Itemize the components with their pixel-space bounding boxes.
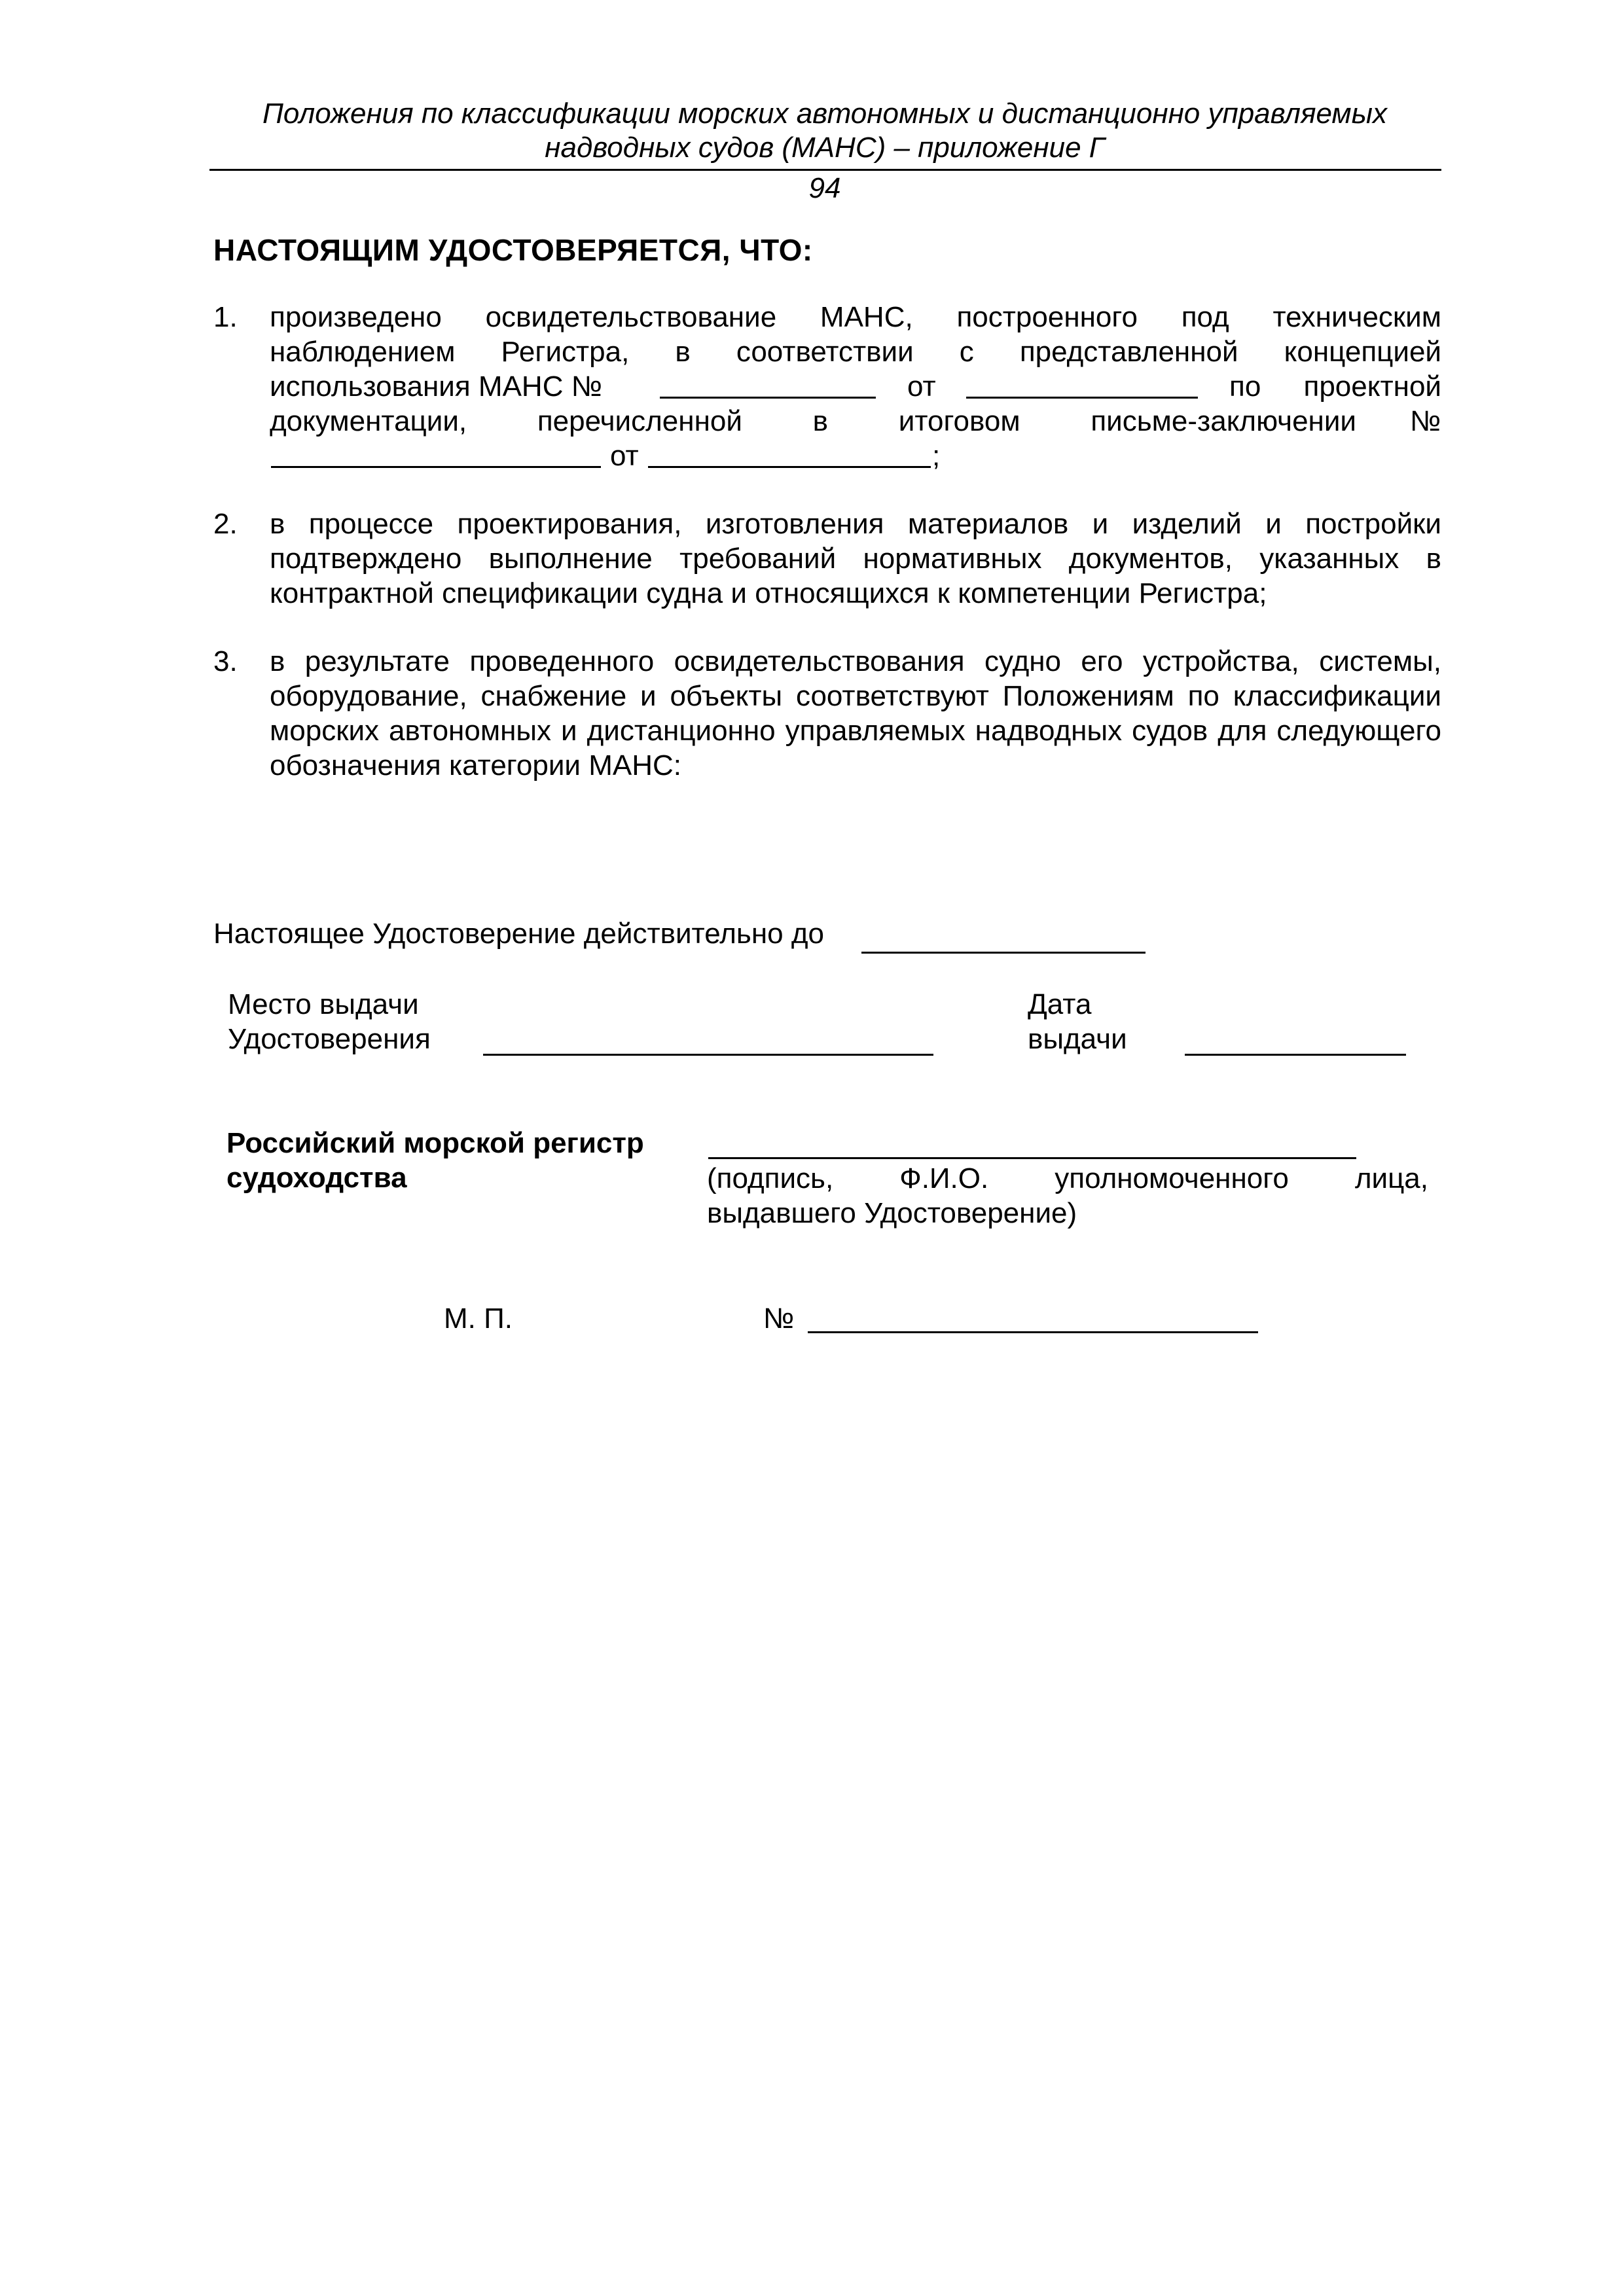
date-label (1028, 987, 1127, 1056)
item-3-text: в результате проведенного освидетельствования судно его устройства, системы, оборудование, снабжение и объекты соответствуют Положениям по классификации морских автономных и дистанционно управляемых надводных судов для следующего обозначения категории МАНС: (270, 645, 1441, 781)
item-1-semicolon: ; (932, 440, 941, 472)
concept-date-field[interactable] (966, 369, 1198, 399)
place-label-line-2: Удостоверения (228, 1023, 431, 1055)
conclusion-letter-number-field[interactable] (271, 439, 601, 468)
certificate-heading: НАСТОЯЩИМ УДОСТОВЕРЯЕТСЯ, ЧТО: (213, 233, 813, 267)
header-rule (209, 169, 1441, 171)
item-2-text: в процессе проектирования, изготовления материалов и изделий и постройки подтверждено выполнение требований нормативных документов, указанных в контрактной спецификации судна и относящихся к компетенции Регистра; (270, 508, 1441, 609)
item-1-design-label: по проектной (1229, 370, 1441, 403)
certificate-number-sign: № (763, 1302, 795, 1335)
validity-date-field[interactable] (861, 952, 1146, 954)
signature-field[interactable] (708, 1157, 1356, 1159)
organization-line-1: Российский морской регистр (226, 1127, 644, 1159)
place-label (228, 987, 431, 1056)
item-1-usage-label: использования МАНС № (270, 370, 602, 403)
item-3-number: 3. (213, 645, 238, 677)
item-1-number-sign: № (1410, 405, 1441, 437)
item-1 (270, 300, 1441, 473)
concept-number-field[interactable] (660, 369, 876, 399)
item-1-line-4 (270, 404, 1441, 439)
item-1-number: 1. (213, 301, 238, 333)
signature-caption-line-1: (подпись, Ф.И.О. уполномоченного лица, (707, 1162, 1428, 1194)
item-1-from-label: от (907, 370, 936, 403)
header-line-1: Положения по классификации морских автономных и дистанционно управляемых (262, 98, 1387, 130)
signature-caption-line-2: выдавшего Удостоверение) (707, 1197, 1077, 1229)
conclusion-letter-date-field[interactable] (648, 439, 931, 468)
place-of-issue-field[interactable] (483, 1054, 933, 1056)
page-number: 94 (808, 172, 841, 204)
item-1-from-label-2: от (610, 440, 639, 472)
item-1-line-1: произведено освидетельствование МАНС, построенного под техническим (270, 301, 1441, 333)
item-1-line-2: наблюдением Регистра, в соответствии с представленной концепцией (270, 336, 1441, 368)
certificate-number-field[interactable] (808, 1331, 1258, 1333)
validity-label: Настоящее Удостоверение действительно до (213, 918, 824, 950)
header-line-2: надводных судов (МАНС) – приложение Г (545, 132, 1105, 164)
item-2-number: 2. (213, 508, 238, 540)
item-1-documentation-label: документации, перечисленной в итоговом письме-заключении (270, 405, 1356, 437)
date-label-line-2: выдачи (1028, 1023, 1127, 1055)
item-1-line-5 (270, 439, 1441, 473)
item-1-line-3 (270, 369, 1441, 404)
seal-label: М. П. (444, 1302, 513, 1335)
organization-line-2: судоходства (226, 1162, 407, 1194)
place-label-line-1: Место выдачи (228, 988, 419, 1020)
date-of-issue-field[interactable] (1185, 1054, 1406, 1056)
running-header (209, 97, 1440, 165)
signature-caption (707, 1161, 1428, 1230)
date-label-line-1: Дата (1028, 988, 1092, 1020)
organization-name (226, 1126, 644, 1195)
